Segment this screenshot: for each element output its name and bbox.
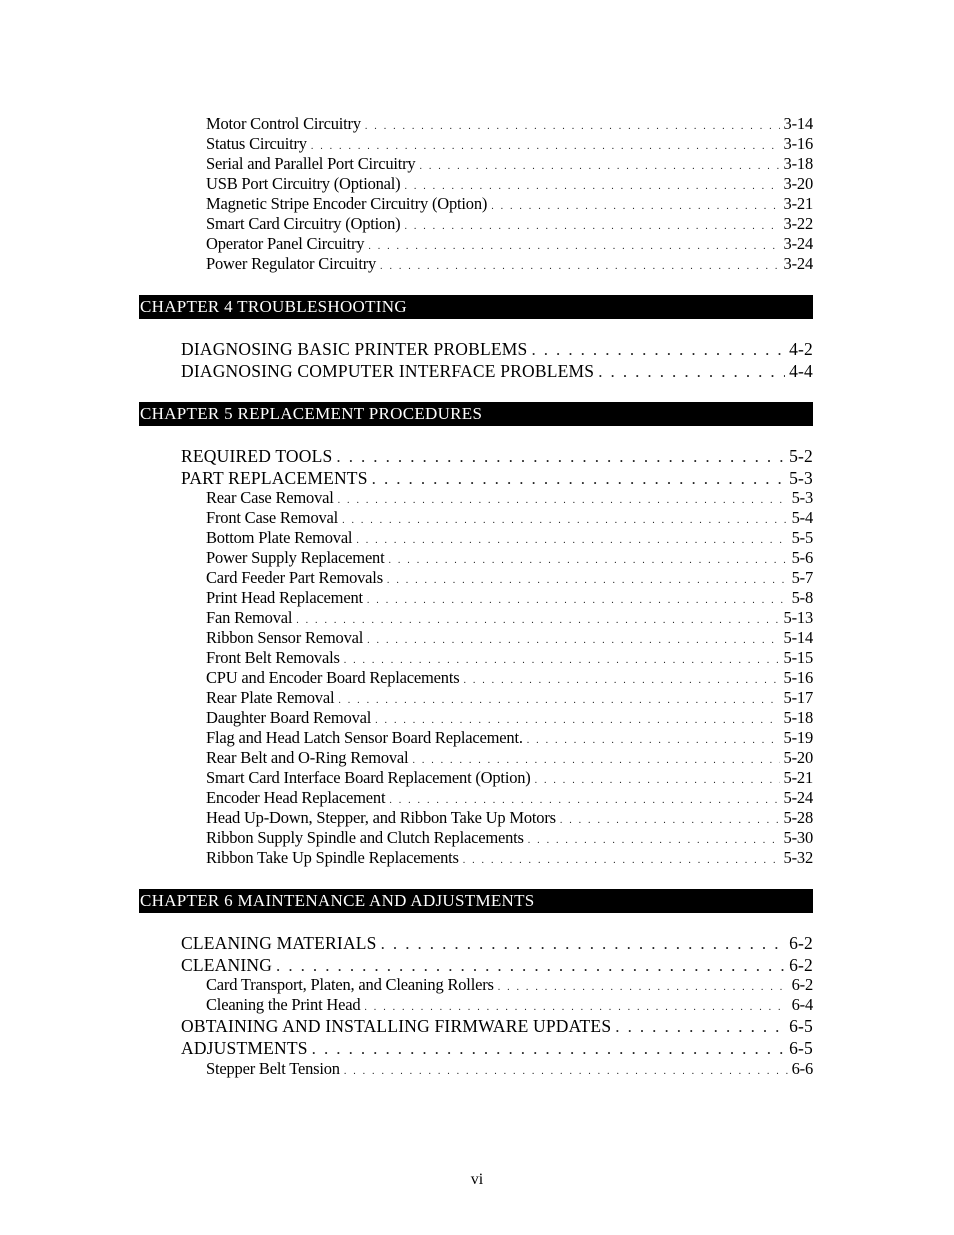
toc-entry-title: Head Up-Down, Stepper, and Ribbon Take Up Motors xyxy=(206,808,556,827)
toc-entry xyxy=(206,848,813,868)
toc-entry-title: Front Belt Removals xyxy=(206,648,340,667)
toc-entry xyxy=(206,214,813,234)
toc-entry-title: Power Supply Replacement xyxy=(206,548,385,567)
dot-leader xyxy=(491,194,779,214)
toc-entry-title: Motor Control Circuitry xyxy=(206,114,361,133)
toc-entry xyxy=(181,954,813,976)
toc-entry xyxy=(206,588,813,608)
toc-entry xyxy=(206,628,813,648)
dot-leader xyxy=(535,768,780,788)
dot-leader xyxy=(387,568,788,588)
toc-entry-title: DIAGNOSING BASIC PRINTER PROBLEMS xyxy=(181,339,528,359)
toc-entry-page: 6-2 xyxy=(789,933,813,953)
toc-entry xyxy=(206,828,813,848)
toc-entry-title: CPU and Encoder Board Replacements xyxy=(206,668,460,687)
toc-entry-page: 6-5 xyxy=(789,1038,813,1058)
dot-leader xyxy=(364,995,787,1015)
toc-entry xyxy=(206,788,813,808)
dot-leader xyxy=(311,134,780,154)
toc-entry-page: 5-2 xyxy=(789,446,813,466)
toc-entry-title: Ribbon Take Up Spindle Replacements xyxy=(206,848,459,867)
toc-entry xyxy=(206,234,813,254)
dot-leader xyxy=(404,214,779,234)
toc-entry xyxy=(181,360,813,382)
toc-entry-title: REQUIRED TOOLS xyxy=(181,446,333,466)
toc-entry xyxy=(206,688,813,708)
toc-entry xyxy=(181,1037,813,1059)
toc-entry xyxy=(206,568,813,588)
dot-leader xyxy=(367,628,779,648)
toc-entry-title: OBTAINING AND INSTALLING FIRMWARE UPDATES xyxy=(181,1016,612,1036)
toc-entry xyxy=(206,1059,813,1079)
toc-entry xyxy=(206,114,813,134)
toc-entry-title: CLEANING MATERIALS xyxy=(181,933,377,953)
dot-leader xyxy=(527,728,780,748)
toc-entry-page: 5-18 xyxy=(783,708,813,727)
dot-leader xyxy=(375,708,779,728)
toc-entry xyxy=(181,467,813,489)
toc-entry-page: 5-6 xyxy=(791,548,813,567)
toc-entry-page: 5-7 xyxy=(791,568,813,587)
toc-entry xyxy=(206,528,813,548)
toc-entry-page: 5-16 xyxy=(783,668,813,687)
toc-entry-page: 5-8 xyxy=(791,588,813,607)
toc-entry-title: Stepper Belt Tension xyxy=(206,1059,340,1078)
toc-entry-page: 3-22 xyxy=(783,214,813,233)
dot-leader xyxy=(344,1059,788,1079)
toc-entry-page: 5-28 xyxy=(783,808,813,827)
toc-entry-title: Front Case Removal xyxy=(206,508,339,527)
toc-entry-title: Operator Panel Circuitry xyxy=(206,234,365,253)
toc-entry-page: 5-13 xyxy=(783,608,813,627)
toc-entry-title: Card Feeder Part Removals xyxy=(206,568,383,587)
toc-entry-page: 5-4 xyxy=(791,508,813,527)
page-number: vi xyxy=(470,1171,484,1188)
dot-leader xyxy=(368,234,779,254)
toc-entry-title: Ribbon Sensor Removal xyxy=(206,628,364,647)
dot-leader xyxy=(365,114,780,134)
dot-leader xyxy=(276,954,785,976)
toc-entry-page: 3-14 xyxy=(783,114,813,133)
dot-leader xyxy=(372,467,785,489)
toc-entry-page: 3-18 xyxy=(783,154,813,173)
toc-entry-page: 3-24 xyxy=(783,234,813,253)
dot-leader xyxy=(560,808,780,828)
toc-entry-title: Print Head Replacement xyxy=(206,588,363,607)
toc-entry-page: 6-4 xyxy=(791,995,813,1014)
dot-leader xyxy=(419,154,779,174)
dot-leader xyxy=(380,254,780,274)
toc-entry xyxy=(206,668,813,688)
toc-entry-title: Bottom Plate Removal xyxy=(206,528,353,547)
dot-leader xyxy=(404,174,779,194)
toc-entry-page: 5-20 xyxy=(783,748,813,767)
dot-leader xyxy=(463,848,780,868)
dot-leader xyxy=(338,488,788,508)
toc-entry-title: USB Port Circuitry (Optional) xyxy=(206,174,401,193)
toc-entry-title: PART REPLACEMENTS xyxy=(181,468,368,488)
toc-entry xyxy=(206,194,813,214)
toc-entry-title: Cleaning the Print Head xyxy=(206,995,361,1014)
dot-leader xyxy=(389,788,779,808)
toc-entry xyxy=(181,338,813,360)
toc-entry xyxy=(206,995,813,1015)
toc-entry xyxy=(206,768,813,788)
toc-entry xyxy=(181,932,813,954)
toc-entry xyxy=(206,174,813,194)
toc-entry-title: Daughter Board Removal xyxy=(206,708,372,727)
toc-entry-page: 5-17 xyxy=(783,688,813,707)
toc-entry-title: Serial and Parallel Port Circuitry xyxy=(206,154,416,173)
toc-entry-page: 3-16 xyxy=(783,134,813,153)
dot-leader xyxy=(598,360,785,382)
toc-entry-page: 5-5 xyxy=(791,528,813,547)
dot-leader xyxy=(381,932,785,954)
toc-entry-title: Flag and Head Latch Sensor Board Replacement. xyxy=(206,728,523,747)
dot-leader xyxy=(498,975,788,995)
dot-leader xyxy=(296,608,779,628)
toc-entry-page: 4-4 xyxy=(789,361,813,381)
toc-entry xyxy=(206,808,813,828)
toc-entry-page: 5-14 xyxy=(783,628,813,647)
toc-entry-page: 5-3 xyxy=(791,488,813,507)
toc-entry-page: 5-15 xyxy=(783,648,813,667)
toc-entry xyxy=(206,648,813,668)
toc-entry-page: 6-2 xyxy=(791,975,813,994)
toc-entry-page: 3-24 xyxy=(783,254,813,273)
toc-entry xyxy=(206,548,813,568)
toc-entry-title: Encoder Head Replacement xyxy=(206,788,386,807)
toc-entry xyxy=(206,254,813,274)
toc-entry-title: Rear Case Removal xyxy=(206,488,334,507)
dot-leader xyxy=(367,588,788,608)
dot-leader xyxy=(356,528,787,548)
chapter-heading: CHAPTER 5 REPLACEMENT PROCEDURES xyxy=(139,402,813,426)
dot-leader xyxy=(412,748,779,768)
chapter-heading: CHAPTER 6 MAINTENANCE AND ADJUSTMENTS xyxy=(139,889,813,913)
toc-entry-title: ADJUSTMENTS xyxy=(181,1038,308,1058)
dot-leader xyxy=(389,548,788,568)
dot-leader xyxy=(528,828,780,848)
toc-entry xyxy=(181,1015,813,1037)
toc-entry xyxy=(206,608,813,628)
toc-entry-page: 3-21 xyxy=(783,194,813,213)
dot-leader xyxy=(463,668,779,688)
toc-entry-title: DIAGNOSING COMPUTER INTERFACE PROBLEMS xyxy=(181,361,595,381)
toc-entry xyxy=(206,508,813,528)
toc-entry-title: Fan Removal xyxy=(206,608,293,627)
chapter-heading: CHAPTER 4 TROUBLESHOOTING xyxy=(139,295,813,319)
toc-entry xyxy=(206,728,813,748)
toc-entry-page: 3-20 xyxy=(783,174,813,193)
toc-entry-page: 4-2 xyxy=(789,339,813,359)
toc-entry-title: Magnetic Stripe Encoder Circuitry (Option) xyxy=(206,194,488,213)
toc-entry-title: Rear Belt and O-Ring Removal xyxy=(206,748,409,767)
toc-entry xyxy=(181,445,813,467)
toc-entry-page: 6-2 xyxy=(789,955,813,975)
dot-leader xyxy=(312,1037,785,1059)
toc-entry xyxy=(206,134,813,154)
dot-leader xyxy=(342,508,788,528)
toc-entry xyxy=(206,488,813,508)
dot-leader xyxy=(344,648,780,668)
dot-leader xyxy=(531,338,785,360)
dot-leader xyxy=(336,445,785,467)
toc-entry-page: 5-19 xyxy=(783,728,813,747)
toc-entry xyxy=(206,975,813,995)
toc-entry-page: 6-5 xyxy=(789,1016,813,1036)
toc-entry-title: Ribbon Supply Spindle and Clutch Replacements xyxy=(206,828,524,847)
toc-entry-title: CLEANING xyxy=(181,955,273,975)
toc-entry-page: 5-3 xyxy=(789,468,813,488)
toc-entry-title: Status Circuitry xyxy=(206,134,307,153)
dot-leader xyxy=(615,1015,785,1037)
toc-entry-title: Card Transport, Platen, and Cleaning Rollers xyxy=(206,975,494,994)
dot-leader xyxy=(338,688,779,708)
toc-entry-page: 5-24 xyxy=(783,788,813,807)
toc-entry xyxy=(206,708,813,728)
toc-entry-page: 5-32 xyxy=(783,848,813,867)
toc-entry-title: Rear Plate Removal xyxy=(206,688,335,707)
toc-entry-title: Power Regulator Circuitry xyxy=(206,254,377,273)
toc-entry-title: Smart Card Circuitry (Option) xyxy=(206,214,401,233)
toc-entry xyxy=(206,748,813,768)
toc-entry-page: 6-6 xyxy=(791,1059,813,1078)
toc-entry xyxy=(206,154,813,174)
toc-entry-page: 5-30 xyxy=(783,828,813,847)
toc-entry-title: Smart Card Interface Board Replacement (Option) xyxy=(206,768,531,787)
toc-entry-page: 5-21 xyxy=(783,768,813,787)
